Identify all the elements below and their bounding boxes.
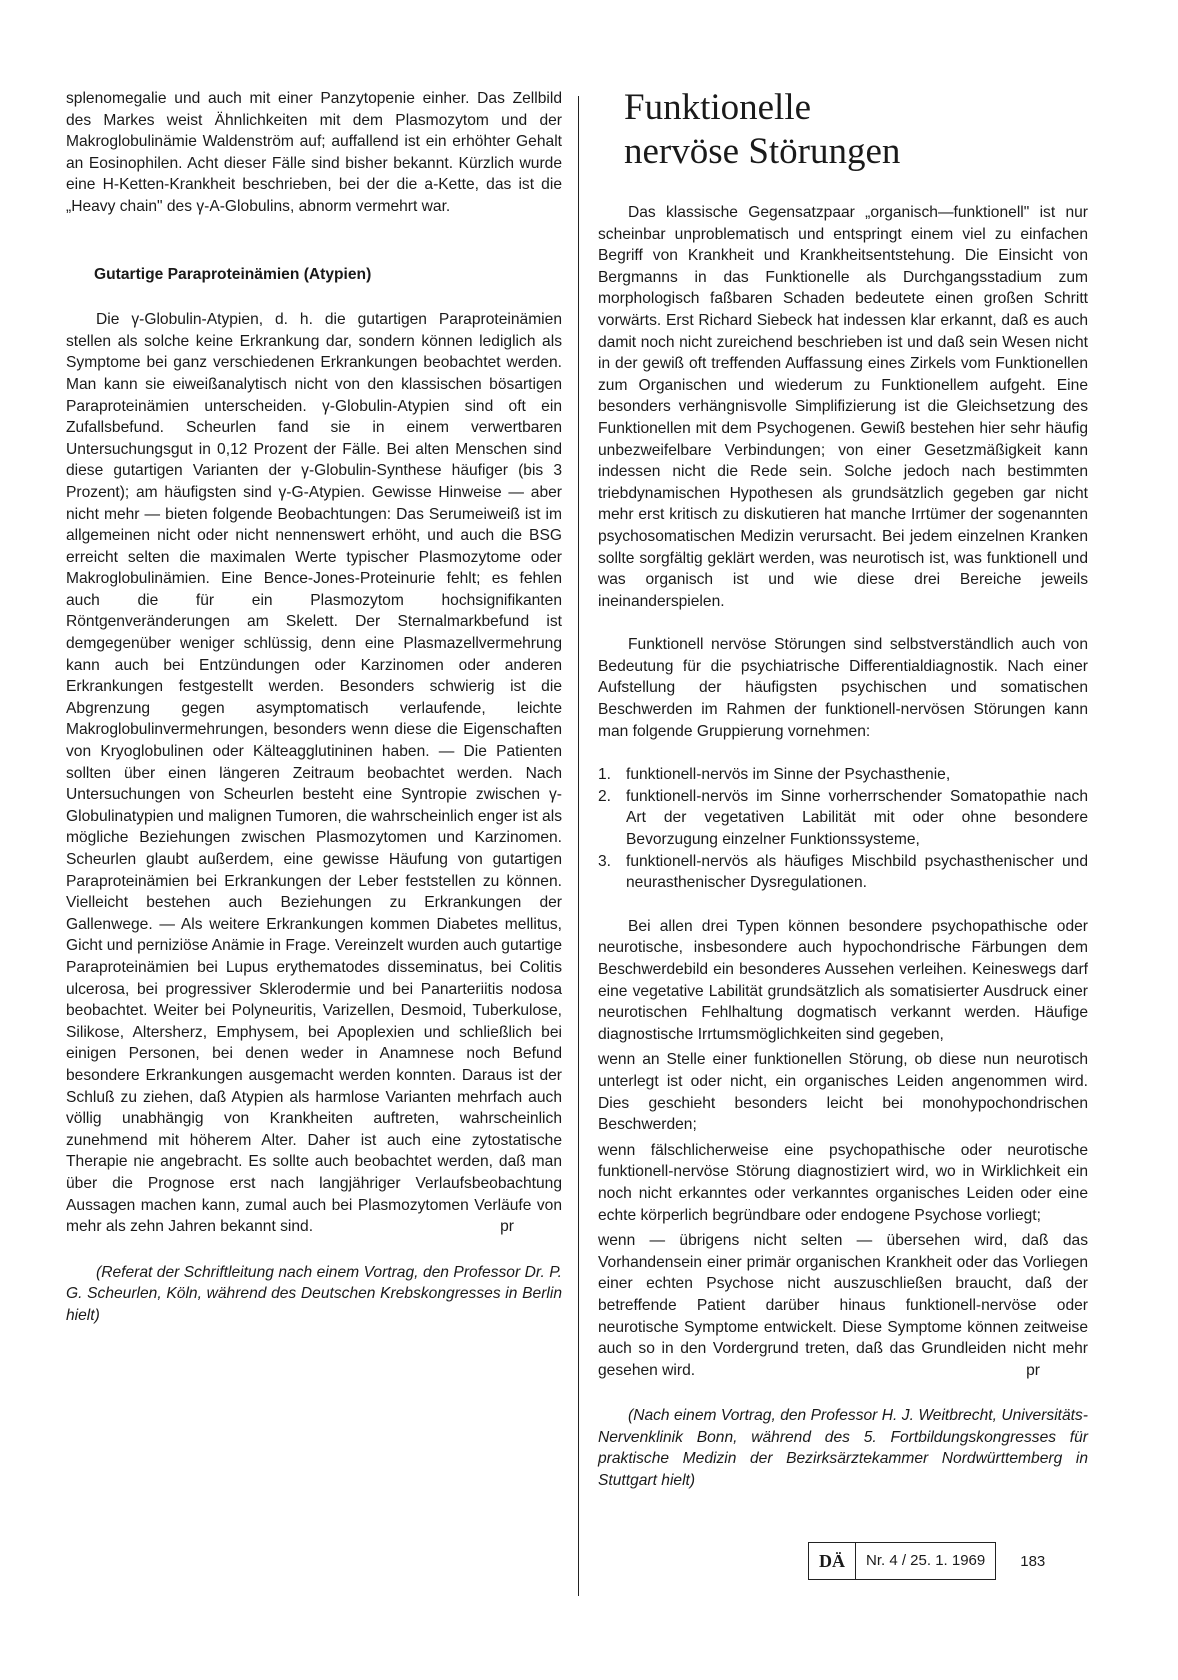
section-heading: Gutartige Paraproteinämien (Atypien) (94, 265, 372, 283)
journal-abbrev: DÄ (809, 1543, 856, 1579)
list-item (598, 786, 1088, 851)
paragraph: Funktionell nervöse Störungen sind selbstverständlich auch von Bedeutung für die psychiatrische Differentialdiagnostik. Nach einer Aufstellung der häufigsten psychischen und somatischen Beschwerden im Rahmen der funktionell-nervösen Störungen kann man folgende Gruppierung vornehmen: (598, 636, 1088, 740)
page-number: 183 (1020, 1552, 1046, 1570)
list-number: 1. (598, 766, 612, 784)
list-number: 3. (598, 852, 612, 870)
paragraph: splenomegalie und auch mit einer Panzytopenie einher. Das Zellbild des Markes weist Ähnlichkeiten mit dem Plasmozytom und der Makroglobulinämie Waldenström auf; auffallend ist ein erhöhter Gehalt an Eosinophilen. Acht dieser Fälle sind bisher bekannt. Kürzlich wurde eine H-Ketten-Krankheit beschrieben, bei der die a-Kette, das ist die „Heavy chain" des γ-A-Globulins, abnorm vermehrt war. (66, 90, 562, 215)
author-initials: pr (500, 1218, 514, 1236)
title-line: nervöse Störungen (624, 131, 901, 172)
article-title (624, 86, 1088, 174)
left-column (66, 88, 562, 1326)
page-footer (808, 1542, 1045, 1580)
list-text: funktionell-nervös im Sinne vorherrschender Somatopathie nach Art der vegetativen Labilität mit oder ohne besondere Bevorzugung einzelner Funktionssysteme, (626, 787, 1088, 849)
author-initials: pr (1026, 1361, 1040, 1379)
list-text: funktionell-nervös als häufiges Mischbild psychasthenischer und neurasthenischer Dysregulationen. (626, 852, 1088, 892)
paragraph: Bei allen drei Typen können besondere psychopathische oder neurotische, insbesondere auch hypochondrische Färbungen dem Beschwerdebild ein besonderes Aussehen verleihen. Keineswegs darf eine vegetative Labilität grundsätzlich als somatisierter Ausdruck einer neurotischen Fehlhaltung dogmatisch verkannt werden. Häufige diagnostische Irrtumsmöglichkeiten sind gegeben, (598, 917, 1088, 1043)
paragraph (66, 309, 562, 1238)
paragraph: wenn an Stelle einer funktionellen Störung, ob diese nun neurotisch unterlegt ist oder nicht, ein organisches Leiden angenommen wird. Dies geschieht besonders leicht bei monohypochondrischen Beschwerden; (598, 1051, 1088, 1134)
issue-info: Nr. 4 / 25. 1. 1969 (866, 1552, 986, 1569)
list-item (598, 851, 1088, 894)
list-text: funktionell-nervös im Sinne der Psychasthenie, (626, 766, 951, 784)
grouping-list (598, 764, 1088, 894)
list-item (598, 764, 1088, 786)
paragraph-text: wenn — übrigens nicht selten — übersehen wird, daß das Vorhandensein einer primär organischen Krankheit oder das Vorliegen einer echten Psychose nicht auszuschließen braucht, daß der betreffende Patient darüber hinaus funktionell-nervöse oder neurotische Symptome entwickelt. Diese Symptome können zeitweise auch so in den Vordergrund treten, daß das Grundleiden nicht mehr gesehen wird. (598, 1232, 1088, 1379)
list-number: 2. (598, 787, 612, 805)
paragraph-text: Die γ-Globulin-Atypien, d. h. die gutartigen Paraproteinämien stellen als solche keine Erkrankung dar, sondern können lediglich als Symptome bei ganz verschiedenen Erkrankungen beobachtet werden. Man kann sie eiweißanalytisch nicht von den klassischen bösartigen Paraproteinämien unterscheiden. γ-Globulin-Atypien sind oft ein Zufallsbefund. Scheurlen fand sie in einem verwertbaren Untersuchungsgut in 0,12 Prozent der Fälle. Bei alten Menschen sind diese gutartigen Varianten der γ-Globulin-Synthese häufiger (bis 3 Prozent); am häufigsten sind γ-G-Atypien. Gewisse Hinweise — aber nicht mehr — bieten folgende Beobachtungen: Das Serumeiweiß ist im allgemeinen nicht oder nicht nennenswert erhöht, und auch die BSG erreicht selten die maximalen Werte typischer Plasmozytome oder Makroglobulinämien. Eine Bence-Jones-Proteinurie fehlt; es fehlen auch die für ein Plasmozytom hochsignifikanten Röntgenveränderungen am Skelett. Der Sternalmarkbefund ist demgegenüber weniger schlüssig, denn eine Plasmazellvermehrung kann auch bei Entzündungen oder Karzinomen oder anderen Erkrankungen festgestellt werden. Besonders schwierig ist die Abgrenzung gegen asymptomatisch verlaufende, leichte Makroglobulinvermehrungen, besonders wenn diese die Eigenschaften von Kryoglobulinen oder Kälteagglutininen haben. — Die Patienten sollten über einen längeren Zeitraum beobachtet werden. Nach Untersuchungen von Scheurlen besteht eine Syntropie zwischen γ-Globulinatypien und malignen Tumoren, die wahrscheinlich enger ist als mögliche Beziehungen zwischen Plasmozytomen und Karzinomen. Scheurlen glaubt außerdem, eine gewisse Häufung von gutartigen Paraproteinämien bei Erkrankungen der Leber feststellen zu können. Vielleicht bestehen auch Beziehungen zu Erkrankungen der Gallenwege. — Als weitere Erkrankungen kommen Diabetes mellitus, Gicht und perniziöse Anämie in Frage. Vereinzelt wurden auch gutartige Paraproteinämien bei Lupus erythematodes disseminatus, bei Colitis ulcerosa, bei progressiver Sklerodermie und bei Panarteriitis nodosa beobachtet. Weiter bei Polyneuritis, Varizellen, Desmoid, Tuberkulose, Silikose, Altersherz, Emphysem, bei Apoplexien und schließlich bei einigen Personen, bei denen weder in Anamnese noch Befund besondere Erkrankungen ausgemacht werden konnten. Daraus ist der Schluß zu ziehen, daß Atypien als harmlose Varianten mehrfach auch völlig unabhängig von Krankheiten auftreten, wahrscheinlich zunehmend mit höherem Alter. Daher ist auch eine zytostatische Therapie nie angebracht. Es sollte auch beobachtet werden, daß man über die Prognose erst nach langjähriger Verlaufsbeobachtung Aussagen machen kann, zumal auch bei Plasmozytomen Verläufe von mehr als zehn Jahren bekannt sind. (66, 311, 562, 1236)
journal-issue-box (808, 1542, 996, 1580)
title-line: Funktionelle (624, 87, 812, 128)
paragraph (598, 1230, 1088, 1381)
right-column (598, 88, 1088, 1492)
column-divider (578, 96, 579, 1596)
source-note: (Referat der Schriftleitung nach einem Vortrag, den Professor Dr. P. G. Scheurlen, Köln, während des Deutschen Krebskongresses in Berlin hielt) (66, 1263, 562, 1324)
paragraph: Das klassische Gegensatzpaar „organisch—funktionell" ist nur scheinbar unproblematisch und entspringt einem viel zu einfachen Begriff von Krankheit und Krankheitsentstehung. Die Einsicht von Bergmanns in das Funktionelle als Durchgangsstadium zum morphologisch faßbaren Schaden bedeutete einen großen Schritt vorwärts. Erst Richard Siebeck hat indessen klar erkannt, daß es auch damit noch nicht zureichend beschrieben ist und daß sein Wesen nicht in der gewiß oft treffenden Auffassung eines Zirkels vom Funktionellen zum Organischen und wiederum zu Funktionellem aufgeht. Eine besonders verhängnisvolle Simplifizierung ist die Gleichsetzung des Funktionellen mit dem Psychogenen. Gewiß bestehen hier sehr häufig unbezweifelbare Verbindungen; von einer Gesetzmäßigkeit kann indessen nicht die Rede sein. Solche jedoch nach bestimmten triebdynamischen Hypothesen als grundsätzlich gegeben gar nicht mehr erst kritisch zu diskutieren hat manche Irrtümer der sogenannten psychosomatischen Medizin verursacht. Bei jedem einzelnen Kranken sollte sorgfältig geklärt werden, was neurotisch ist, was funktionell und was organisch ist und wie diese drei Bereiche jeweils ineinanderspielen. (598, 204, 1088, 610)
source-note: (Nach einem Vortrag, den Professor H. J. Weitbrecht, Universitäts-Nervenklinik Bonn, während des 5. Fortbildungskongresses für praktische Medizin der Bezirksärztekammer Nordwürttemberg in Stuttgart hielt) (598, 1407, 1088, 1490)
paragraph: wenn fälschlicherweise eine psychopathische oder neurotische funktionell-nervöse Störung diagnostiziert wird, wo in Wirklichkeit ein noch nicht erkanntes oder verkanntes organisches Leiden oder eine echte körperlich begründbare oder endogene Psychose vorliegt; (598, 1141, 1088, 1224)
